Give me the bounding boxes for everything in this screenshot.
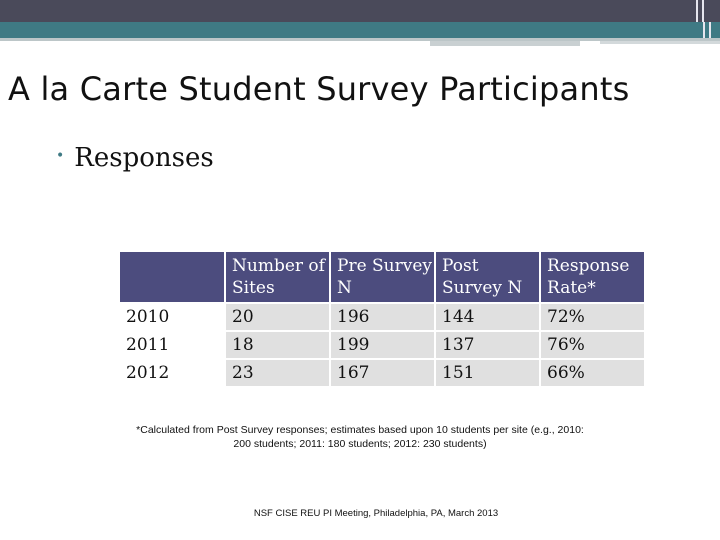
response-rate-cell: 66%: [540, 359, 645, 387]
response-rate-cell: 72%: [540, 303, 645, 331]
bullet-text: Responses: [74, 143, 214, 173]
band-stripe: [709, 22, 711, 38]
top-band-dark-right: [690, 0, 720, 22]
year-cell: 2010: [119, 303, 225, 331]
header-post-survey-n: Post Survey N: [435, 251, 540, 303]
band-stripe: [696, 0, 698, 22]
top-band-teal-right: [695, 22, 720, 38]
slide-footer: NSF CISE REU PI Meeting, Philadelphia, PA, March 2013: [253, 508, 499, 519]
header-response-rate: Response Rate*: [540, 251, 645, 303]
band-stripe: [702, 0, 704, 22]
responses-table: [118, 250, 646, 388]
response-rate-cell: 76%: [540, 331, 645, 359]
post-survey-cell: 137: [435, 331, 540, 359]
band-stripe: [703, 22, 705, 38]
table-header-row: [119, 251, 645, 303]
table-row: [119, 331, 645, 359]
header-pre-survey-n: Pre Survey N: [330, 251, 435, 303]
sites-cell: 23: [225, 359, 330, 387]
sites-cell: 20: [225, 303, 330, 331]
header-number-of-sites: Number of Sites: [225, 251, 330, 303]
pre-survey-cell: 167: [330, 359, 435, 387]
year-cell: 2011: [119, 331, 225, 359]
bullet-item: [56, 143, 214, 173]
pre-survey-cell: 196: [330, 303, 435, 331]
top-band-dark: [0, 0, 690, 22]
divider-accent: [430, 41, 580, 46]
table-row: [119, 359, 645, 387]
footnote: *Calculated from Post Survey responses; estimates based upon 10 students per site (e.g., 2010: 200 students; 2011: 180 students; 2012: 230 students): [136, 424, 584, 450]
divider-accent: [600, 41, 720, 44]
bullet-dot-icon: •: [56, 148, 65, 164]
year-cell: 2012: [119, 359, 225, 387]
top-band-teal: [0, 22, 695, 38]
table-row: [119, 303, 645, 331]
slide-title: A la Carte Student Survey Participants: [8, 70, 630, 108]
sites-cell: 18: [225, 331, 330, 359]
pre-survey-cell: 199: [330, 331, 435, 359]
post-survey-cell: 144: [435, 303, 540, 331]
post-survey-cell: 151: [435, 359, 540, 387]
header-cell-blank: [119, 251, 225, 303]
